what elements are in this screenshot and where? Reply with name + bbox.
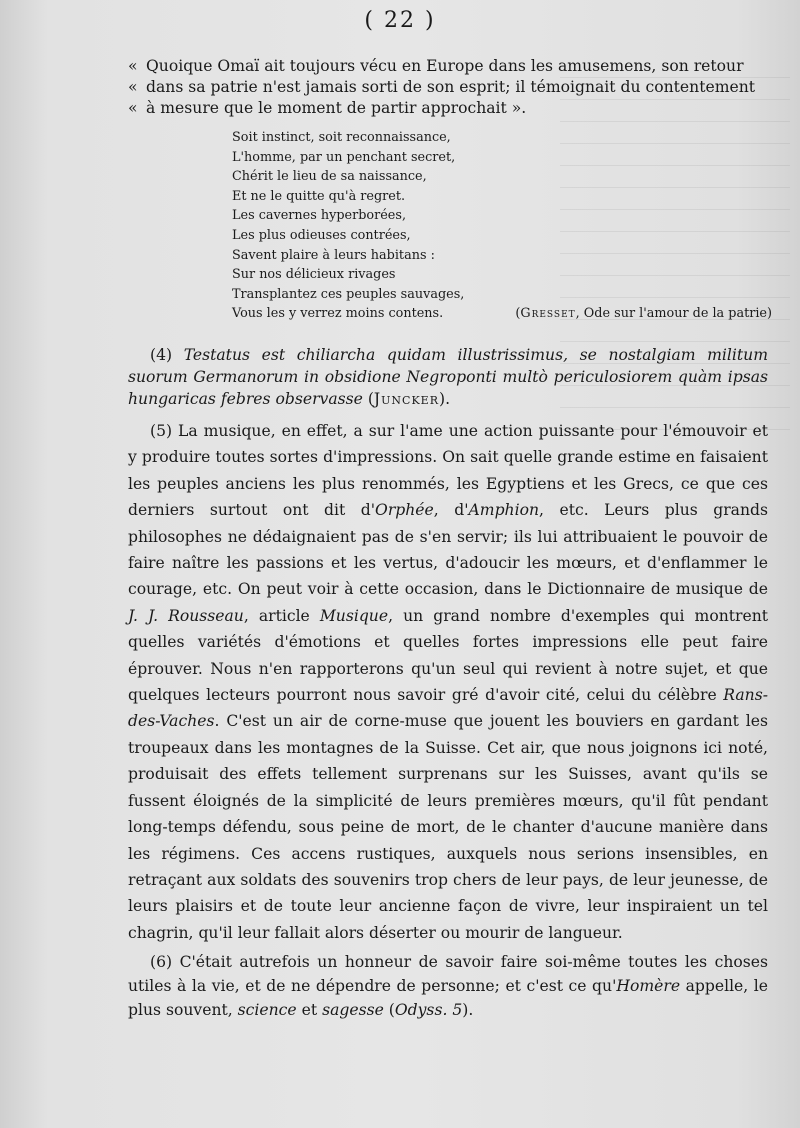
poem-line: Les cavernes hyperborées,: [232, 208, 407, 224]
name-homere: Homère: [616, 977, 681, 996]
note-4: (4) Testatus est chiliarcha quidam illustrissimus, se nostalgiam militum suorum Germanorum in obsidione Negroponti multò periculosiorem quàm ipsas hungaricas febres observasse (Juncker).: [128, 346, 768, 408]
poem-line: Et ne le quitte qu'à regret.: [232, 188, 406, 204]
note-label: (5): [150, 422, 173, 440]
latin-citation: Testatus est chiliarcha quidam illustrissimus, se nostalgiam militum suorum Germanorum in obsidione Negroponti multò periculosiorem quàm ipsas hungaricas febres observasse: [128, 346, 768, 408]
guillemet-mark: «: [128, 57, 138, 75]
poem-line: Vous les y verrez moins contens.: [232, 306, 444, 322]
poem-line: L'homme, par un penchant secret,: [232, 149, 456, 165]
footnotes: [128, 344, 768, 1022]
poem: [232, 128, 772, 324]
note-5: (5) La musique, en effet, a sur l'ame une action puissante pour l'émouvoir et y produire toutes sortes d'impressions. On sait quelle grande estime en faisaient les peuples anciens les plus renommés, les Egyptiens et les Grecs, ce que ces derniers surtout ont dit d'Orphée, d'Amphion, etc. Leurs plus grands philosophes ne dédaignaient pas de s'en servir; ils lui attribuaient le pouvoir de faire naître les passions et les vertus, d'adoucir les mœurs, et d'enflammer le courage, etc. On peut voir à cette occasion, dans le Dictionnaire de musique de J. J. Rousseau, article Musique, un grand nombre d'exemples qui montrent quelles variétés d'émotions et quelles fortes impressions elle peut faire éprouver. Nous n'en rapporterons qu'un seul qui revient à notre sujet, et que quelques lecteurs pourront nous savoir gré d'avoir cité, celui du célèbre Rans-des-Vaches. C'est un air de corne-muse que jouent les bouviers en gardant les troupeaux dans les montagnes de la Suisse. Cet air, que nous joignons ici noté, produisait des effets tellement surprenans sur les Suisses, avant qu'ils se fussent éloignés de la simplicité de leurs premières mœurs, qu'il fût pendant long-temps défendu, sous peine de mort, de le chanter d'aucune manière dans les régimens. Ces accens rustiques, auxquels nous serions insensibles, en retraçant aux soldats des souvenirs trop chers de leur pays, de leur jeunesse, de leurs plaisirs et de toute leur ancienne façon de vivre, leur inspiraient un tel chagrin, qu'il leur fallait alors déserter ou mourir de langueur.: [128, 422, 769, 942]
odyssey-reference: Odyss. 5: [394, 1001, 463, 1020]
source-author: Juncker: [373, 390, 439, 408]
poem-line: Chérit le lieu de sa naissance,: [232, 169, 427, 185]
word-science: science: [237, 1001, 297, 1020]
note-label: (6): [150, 953, 173, 972]
guillemet-mark: «: [128, 78, 138, 96]
poem-line: Savent plaire à leurs habitans :: [232, 247, 435, 263]
page-number: ( 22 ): [364, 8, 436, 33]
note-6: (6) C'était autrefois un honneur de savoir faire soi-même toutes les choses utiles à la vie, et de ne dépendre de personne; et c'est ce qu'Homère appelle, le plus souvent, science et sagesse (Odyss. 5).: [128, 953, 768, 1020]
quote-line-3: « à mesure que le moment de partir approchait ».: [128, 99, 527, 117]
name-rousseau: J. J. Rousseau: [128, 606, 244, 625]
poem-line: Les plus odieuses contrées,: [232, 227, 411, 243]
article-musique: Musique: [319, 606, 389, 625]
attribution-author: Gresset: [520, 306, 576, 322]
poem-line: Soit instinct, soit reconnaissance,: [232, 130, 451, 145]
rans-des-vaches: Rans-des-Vaches: [128, 686, 768, 731]
poem-last-line: [232, 304, 772, 324]
note-label: (4): [150, 346, 173, 364]
name-orphee: Orphée: [375, 501, 434, 520]
quote-line-1: « Quoique Omaï ait toujours vécu en Europe dans les amusemens, son retour: [128, 57, 744, 75]
poem-line: Sur nos délicieux rivages: [232, 267, 396, 283]
poem-attribution: (Gresset, Ode sur l'amour de la patrie): [515, 306, 772, 322]
quoted-passage: [128, 56, 768, 119]
poem-line: Transplantez ces peuples sauvages,: [232, 286, 465, 302]
guillemet-mark: «: [128, 99, 138, 117]
name-amphion: Amphion: [468, 501, 540, 520]
quote-line-2: « dans sa patrie n'est jamais sorti de son esprit; il témoignait du contentement: [128, 78, 756, 96]
word-sagesse: sagesse: [322, 1001, 384, 1020]
